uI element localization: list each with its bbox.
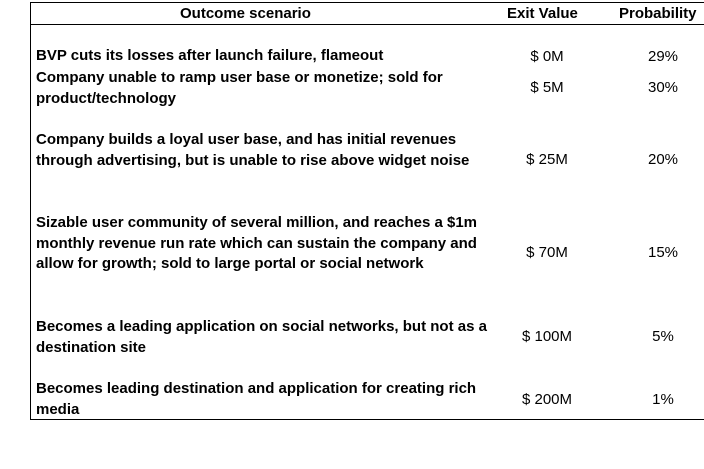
row-4-exit-value: $ 70M [526,244,568,261]
header-divider [30,24,704,25]
row-2-exit-value: $ 5M [530,79,564,96]
row-3-probability: 20% [647,151,679,168]
row-5-exit-value: $ 100M [521,328,573,345]
header-outcome-scenario: Outcome scenario [180,5,311,22]
row-5-scenario: Becomes a leading application on social networks, but not as a destination site [36,318,487,356]
header-exit-value: Exit Value [507,5,578,22]
row-3-scenario: Company builds a loyal user base, and has initial revenues through advertising, but is unable to rise above widget noise [36,131,470,169]
row-2-probability: 30% [647,79,679,96]
row-1-probability: 29% [647,48,679,65]
row-5-probability: 5% [652,328,674,345]
row-6-scenario: Becomes leading destination and application for creating rich media [36,380,477,418]
row-6-probability: 1% [652,391,674,408]
row-1-scenario: BVP cuts its losses after launch failure, flameout [36,47,384,64]
row-2-scenario: Company unable to ramp user base or monetize; sold for product/technology [36,69,443,107]
row-1-exit-value: $ 0M [530,48,564,65]
row-4-probability: 15% [647,244,679,261]
header-probability: Probability [619,5,697,22]
row-4-scenario: Sizable user community of several million, and reaches a $1m monthly revenue run rate which can sustain the company and allow for growth; sold to large portal or social network [36,214,478,272]
row-3-exit-value: $ 25M [526,151,568,168]
row-6-exit-value: $ 200M [521,391,573,408]
